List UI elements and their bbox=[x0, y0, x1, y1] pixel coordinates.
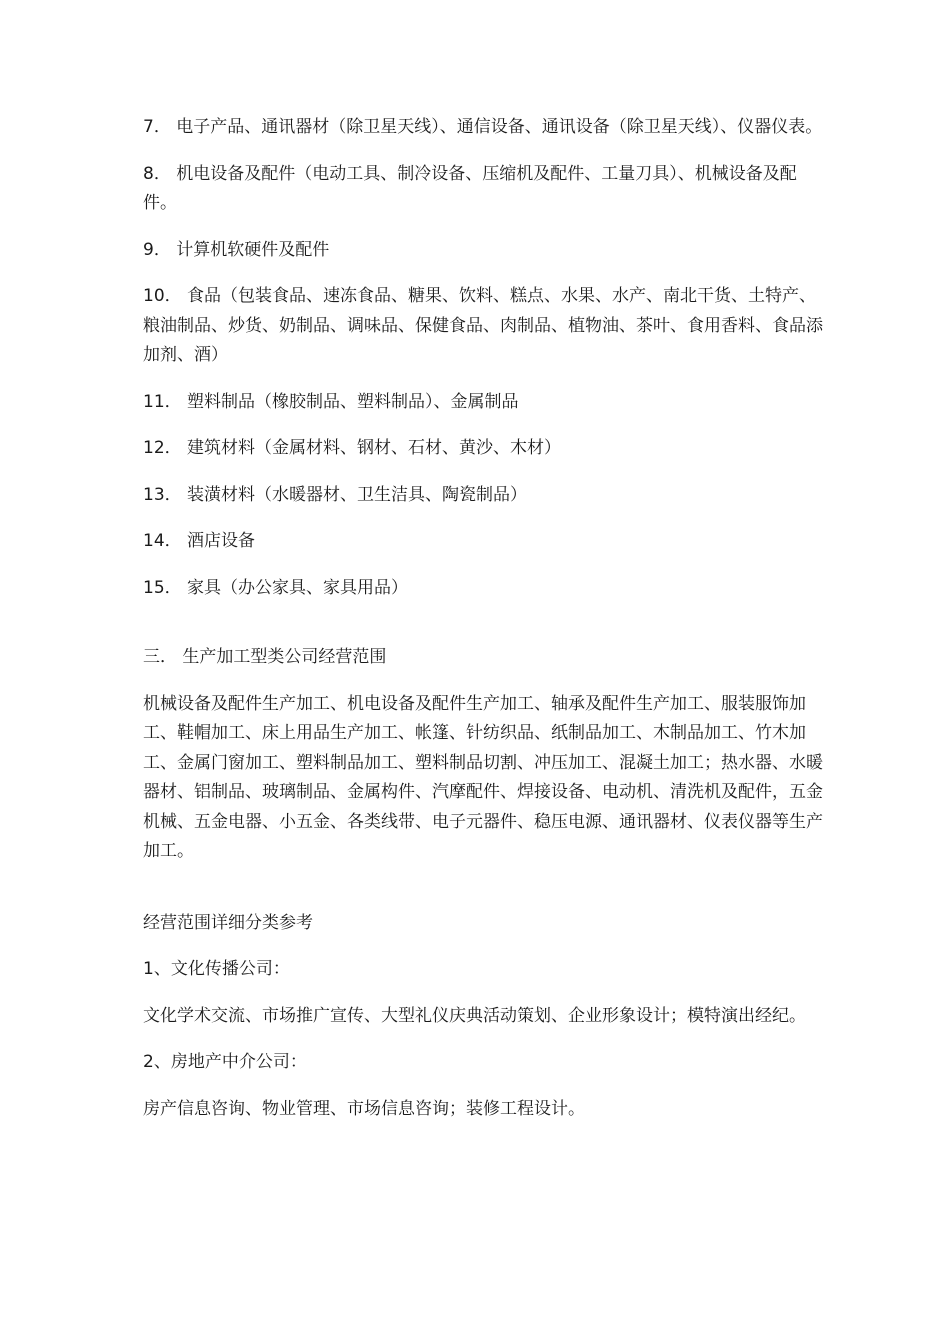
reference-entry-2-title: 2、房地产中介公司： bbox=[143, 1052, 307, 1072]
reference-heading: 经营范围详细分类参考 bbox=[143, 912, 313, 933]
list-item-12: 12． 建筑材料（金属材料、钢材、石材、黄沙、木材） bbox=[143, 438, 562, 458]
reference-entry-1-body: 文化学术交流、市场推广宣传、大型礼仪庆典活动策划、企业形象设计；模特演出经纪。 bbox=[143, 1005, 806, 1026]
section-3-body: 机械设备及配件生产加工、机电设备及配件生产加工、轴承及配件生产加工、服装服饰加工、鞋帽加工、床上用品生产加工、帐篷、针纺织品、纸制品加工、木制品加工、竹木加工、金属门窗加工、塑料制品加工、塑料制品切割、冲压加工、混凝土加工；热水器、水暖器材、铝制品、玻璃制品、金属构件、汽摩配件、焊接设备、电动机、清洗机及配件，五金机械、五金电器、小五金、各类线带、电子元器件、稳压电源、通讯器材、仪表仪器等生产加工。 bbox=[143, 693, 823, 861]
reference-entry-2-body: 房产信息咨询、物业管理、市场信息咨询；装修工程设计。 bbox=[143, 1098, 585, 1119]
list-item-13: 13． 装潢材料（水暖器材、卫生洁具、陶瓷制品） bbox=[143, 484, 528, 505]
list-item-9: 9． 计算机软硬件及配件 bbox=[143, 239, 330, 260]
list-item-14: 14． 酒店设备 bbox=[143, 531, 256, 551]
list-item-7: 7． 电子产品、通讯器材（除卫星天线）、通信设备、通讯设备（除卫星天线）、仪器仪表。 bbox=[143, 117, 823, 137]
section-3-heading: 三． 生产加工型类公司经营范围 bbox=[143, 647, 387, 667]
reference-entry-1-title: 1、文化传播公司： bbox=[143, 959, 290, 979]
list-item-8: 8． 机电设备及配件（电动工具、制冷设备、压缩机及配件、工量刀具）、机械设备及配件。 bbox=[143, 163, 797, 213]
list-item-15: 15． 家具（办公家具、家具用品） bbox=[143, 577, 409, 598]
document-page bbox=[143, 113, 823, 1141]
list-item-11: 11． 塑料制品（橡胶制品、塑料制品）、金属制品 bbox=[143, 391, 519, 412]
list-item-10: 10． 食品（包装食品、速冻食品、糖果、饮料、糕点、水果、水产、南北干货、土特产、粮油制品、炒货、奶制品、调味品、保健食品、肉制品、植物油、茶叶、食用香料、食品添加剂、酒） bbox=[143, 286, 823, 365]
